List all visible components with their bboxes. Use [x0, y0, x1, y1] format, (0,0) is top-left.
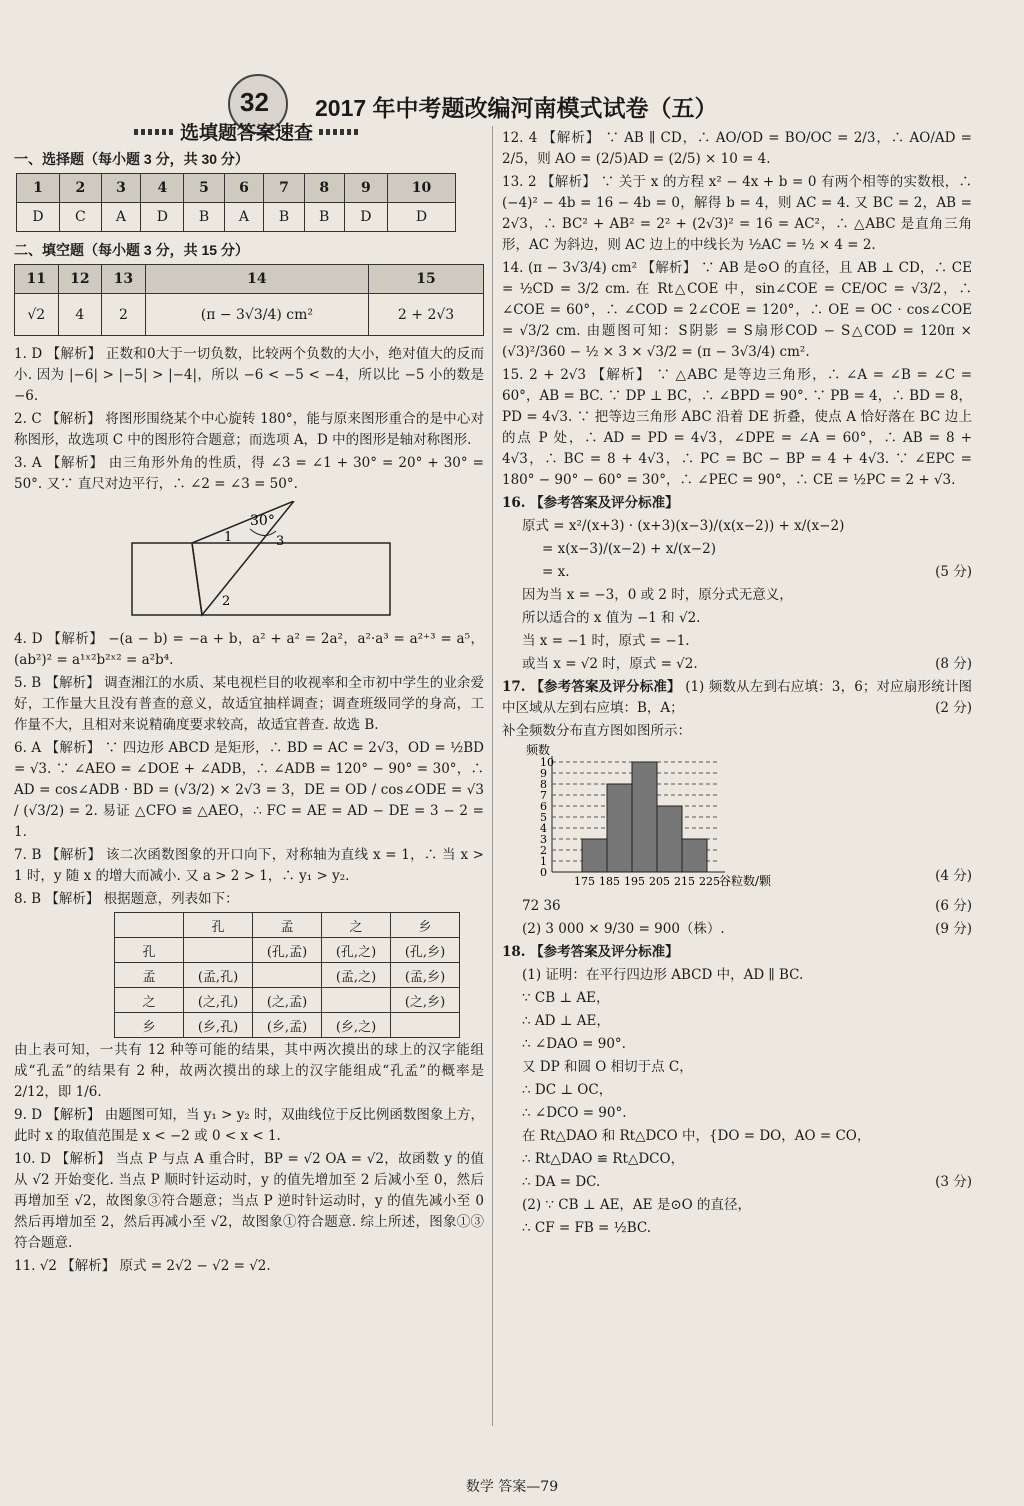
- fill-answer-table: [14, 264, 484, 336]
- item18-score: (3 分): [935, 1174, 972, 1190]
- item8-cell: (之,孟): [253, 988, 322, 1013]
- item16-line-7: [522, 654, 972, 675]
- item8-header-cell: 之: [322, 913, 391, 938]
- angle-3-label: 3: [276, 534, 285, 549]
- x-axis-label: 谷粒数/颗: [719, 874, 772, 888]
- histogram-bar-175-185: [582, 839, 607, 872]
- y-tick-label: 3: [540, 833, 547, 846]
- left-item-b-3: 10. D 【解析】 当点 P 与点 A 重合时，BP = √2 OA = √2，故函数 y 的值从 √2 开始变化. 当点 P 顺时针运动时，y 的值先增加至 2 后减小至 0，然后再增加至 √2，故图象③符合题意；当点 P 逆时针运动时，y 的值先减小至 0 然后再增加至 2，然后再减小至 √2，故图象①符合题意. 综上所述，图象①③符合题意.: [14, 1151, 484, 1251]
- fill-answer-5: 2 + 2√3: [369, 294, 484, 336]
- histogram-container: [502, 744, 972, 894]
- item8-cell: (孔,之): [322, 938, 391, 963]
- item18-line-text: 又 DP 和圆 O 相切于点 C，: [522, 1059, 693, 1075]
- item17-score-d: (9 分): [935, 921, 972, 937]
- histogram-bar-195-205: [632, 762, 657, 872]
- item17-score-a: (2 分): [935, 700, 972, 716]
- fill-number-3: 13: [102, 265, 146, 294]
- item18-line-11: [522, 1195, 972, 1216]
- item16-line-6: [522, 631, 972, 652]
- item8-cell: (孟,之): [322, 963, 391, 988]
- quick-answer-banner: 选填题答案速查: [134, 118, 484, 145]
- item18-title: 18. 【参考答案及评分标准】: [502, 944, 679, 960]
- item8-header-cell: [115, 913, 184, 938]
- left-column: [14, 118, 484, 1279]
- choice-answer-7: B: [264, 203, 304, 232]
- choice-answer-1: D: [17, 203, 60, 232]
- item8-cell: 之: [115, 988, 184, 1013]
- item16-title: 16. 【参考答案及评分标准】: [502, 495, 679, 511]
- choice-number-8: 8: [304, 174, 344, 203]
- fill-section-title: 二、填空题（每小题 3 分，共 15 分）: [14, 242, 249, 258]
- item8-table-row: [115, 963, 460, 988]
- item16-line-3: [542, 562, 972, 583]
- item16-line-text: 当 x = −1 时，原式 = −1.: [522, 633, 690, 649]
- item18-line-text: (2) ∵ CB ⊥ AE，AE 是⊙O 的直径，: [522, 1197, 751, 1213]
- item8-cell: [253, 963, 322, 988]
- item8-cell: (之,乡): [391, 988, 460, 1013]
- right-item-2: 13. 2 【解析】 ∵ 关于 x 的方程 x² − 4x + b = 0 有两个相等的实数根，∴ (−4)² − 4b = 16 − 4b = 0，解得 b = 4，则 AC = 4. 又 BC = 2，AB = 2√3，∴ BC² + AB² = 2² + (2√3)² = 16 = AC²，∴ △ABC 是直角三角形，AC 为斜边，则 AC 边上的中线长为 ½AC = ½ × 4 = 2.: [502, 174, 972, 253]
- left-item-b-4: 11. √2 【解析】 原式 = 2√2 − √2 = √2.: [14, 1258, 271, 1274]
- item18-line-4: [522, 1034, 972, 1055]
- choice-answer-6: A: [224, 203, 264, 232]
- paper-title: 2017 年中考题改编河南模式试卷（五）: [315, 95, 718, 121]
- y-tick-label: 6: [540, 800, 547, 813]
- item8-table-row: [115, 988, 460, 1013]
- item8-cell: [322, 988, 391, 1013]
- item17-line-3: 72 36: [522, 898, 561, 914]
- angle-2-label: 2: [222, 594, 231, 609]
- choice-answer-9: D: [344, 203, 387, 232]
- choice-answer-table: [16, 173, 456, 232]
- y-tick-label: 8: [540, 778, 547, 791]
- item8-header-cell: 孟: [253, 913, 322, 938]
- item18-line-6: [522, 1080, 972, 1101]
- x-tick-label: 185: [599, 875, 620, 888]
- item17-title: 17. 【参考答案及评分标准】: [502, 679, 681, 695]
- item18-line-12: [522, 1218, 972, 1239]
- item16-line-text: 原式 = x²/(x+3) · (x+3)(x−3)/(x(x−2)) + x/(x−2): [522, 518, 845, 534]
- item8-cell: (乡,之): [322, 1013, 391, 1038]
- item17-line-4: (2) 3 000 × 9/30 = 900（株）.: [522, 921, 725, 937]
- fill-number-5: 15: [369, 265, 484, 294]
- y-tick-label: 0: [540, 866, 547, 879]
- left-item-7: 7. B 【解析】 该二次函数图象的开口向下，对称轴为直线 x = 1，∴ 当 x > 1 时，y 随 x 的增大而减小. 又 a > 2 > 1，∴ y₁ > y₂.: [14, 847, 484, 884]
- frequency-histogram: [502, 744, 802, 894]
- item18-line-2: [522, 988, 972, 1009]
- item16-line-1: [522, 516, 972, 537]
- choice-number-7: 7: [264, 174, 304, 203]
- y-axis-label: 频数: [526, 744, 551, 757]
- item18-line-text: ∴ ∠DCO = 90°.: [522, 1105, 627, 1121]
- right-item-4: 15. 2 + 2√3 【解析】 ∵ △ABC 是等边三角形，∴ ∠A = ∠B = ∠C = 60°，AB = BC. ∵ DP ⊥ BC，∴ ∠BPD = 90°. ∵ PB = 4，∴ BD = 8，PD = 4√3. ∵ 把等边三角形 ABC 沿着 DE 折叠，使点 A 恰好落在 BC 边上的点 P 处，∴ AD = PD = 4√3，∠DPE = ∠A = 60°，∴ AB = 8 + 4√3，∴ BC = 8 + 4√3，∴ PC = BC − BP = 4 + 4√3. ∵ ∠EPC = 180° − 90° − 60° = 30°，∴ ∠PEC = 90°，∴ CE = ½PC = 2 + √3.: [502, 367, 972, 488]
- item16-line-text: = x.: [542, 564, 570, 580]
- choice-answer-2: C: [60, 203, 102, 232]
- item8-cell: (孔,乡): [391, 938, 460, 963]
- choice-number-6: 6: [224, 174, 264, 203]
- x-tick-label: 195: [624, 875, 645, 888]
- item16-line-5: [522, 608, 972, 629]
- item8-cell: (孔,孟): [253, 938, 322, 963]
- item8-header-cell: 乡: [391, 913, 460, 938]
- y-tick-label: 9: [540, 767, 547, 780]
- left-item-b-1: 由上表可知，一共有 12 种等可能的结果，其中两次摸出的球上的汉字能组成“孔孟”的结果有 2 种，故两次摸出的球上的汉字能组成“孔孟”的概率是 2/12，即 1/6.: [14, 1042, 484, 1100]
- y-tick-label: 2: [540, 844, 547, 857]
- histogram-bar-205-215: [657, 806, 682, 872]
- item16-line-text: = x(x−3)/(x−2) + x/(x−2): [542, 541, 716, 557]
- item16-line-text: 或当 x = √2 时，原式 = √2.: [522, 656, 698, 672]
- item18-line-10: [522, 1172, 972, 1193]
- item16-line-2: [542, 539, 972, 560]
- choice-answer-4: D: [141, 203, 184, 232]
- item18-line-text: ∴ DC ⊥ OC，: [522, 1082, 613, 1098]
- item18-line-text: ∴ Rt△DAO ≌ Rt△DCO，: [522, 1151, 685, 1167]
- column-divider: [492, 126, 493, 1426]
- item18: [502, 942, 972, 1239]
- item18-line-text: ∴ CF = FB = ½BC.: [522, 1220, 652, 1236]
- choice-answer-5: B: [184, 203, 224, 232]
- item8-cell: (乡,孔): [184, 1013, 253, 1038]
- item16-line-text: 因为当 x = −3，0 或 2 时，原分式无意义，: [522, 587, 793, 603]
- left-item-4: 4. D 【解析】 −(a − b) = −a + b，a² + a² = 2a²，a²·a³ = a²⁺³ = a⁵，(ab²)² = a¹ˣ²b²ˣ² = a²b⁴.: [14, 631, 484, 668]
- item16-score-a: (5 分): [935, 564, 972, 580]
- fill-answer-4: (π − 3√3/4) cm²: [145, 294, 368, 336]
- page-number: 32: [240, 87, 269, 117]
- item8-table-header: [115, 913, 460, 938]
- item8-header-cell: 孔: [184, 913, 253, 938]
- left-item-1: 1. D 【解析】 正数和0大于一切负数，比较两个负数的大小，绝对值大的反而小. 因为 |−6| > |−5| > |−4|，所以 −6 < −5 < −4，所以比 −5 小的数是 −6.: [14, 346, 484, 404]
- choice-section-title: 一、选择题（每小题 3 分，共 30 分）: [14, 151, 249, 167]
- x-tick-label: 175: [574, 875, 595, 888]
- item8-cell: (乡,孟): [253, 1013, 322, 1038]
- item8-table-row: [115, 1013, 460, 1038]
- item18-line-text: ∴ ∠DAO = 90°.: [522, 1036, 626, 1052]
- choice-number-1: 1: [17, 174, 60, 203]
- item17: [502, 677, 972, 940]
- item8-cell: (孟,乡): [391, 963, 460, 988]
- x-tick-label: 205: [649, 875, 670, 888]
- item17-score-c: (6 分): [935, 898, 972, 914]
- item18-line-text: ∵ CB ⊥ AE，: [522, 990, 610, 1006]
- item16-line-4: [522, 585, 972, 606]
- histogram-bar-215-225: [682, 839, 707, 872]
- choice-answer-10: D: [387, 203, 455, 232]
- item8-table-row: [115, 938, 460, 963]
- x-tick-label: 215: [674, 875, 695, 888]
- y-tick-label: 10: [540, 756, 554, 769]
- fill-answer-2: 4: [58, 294, 102, 336]
- histogram-bar-185-195: [607, 784, 632, 872]
- y-tick-label: 7: [540, 789, 547, 802]
- item18-line-1: [522, 965, 972, 986]
- item18-line-text: 在 Rt△DAO 和 Rt△DCO 中，{DO = DO，AO = CO，: [522, 1128, 871, 1144]
- left-item-b-2: 9. D 【解析】 由题图可知，当 y₁ > y₂ 时，双曲线位于反比例函数图象上方，此时 x 的取值范围是 x < −2 或 0 < x < 1.: [14, 1107, 484, 1144]
- item18-line-text: (1) 证明：在平行四边形 ABCD 中，AD ∥ BC.: [522, 967, 804, 983]
- item16-score-b: (8 分): [935, 656, 972, 672]
- item18-line-5: [522, 1057, 972, 1078]
- choice-number-2: 2: [60, 174, 102, 203]
- left-item-2: 2. C 【解析】 将图形围绕某个中心旋转 180°，能与原来图形重合的是中心对称图形，故选项 C 中的图形符合题意；而选项 A，D 中的图形是轴对称图形.: [14, 411, 484, 448]
- item17-line-1: (1) 频数从左到右应填：3，6；对应扇形统计图中区域从左到右应填：B，A；: [502, 679, 973, 716]
- y-tick-label: 1: [540, 855, 547, 868]
- item3-figure: [14, 501, 484, 623]
- item8-cell: 乡: [115, 1013, 184, 1038]
- choice-number-4: 4: [141, 174, 184, 203]
- right-item-3: 14. (π − 3√3/4) cm² 【解析】 ∵ AB 是⊙O 的直径，且 AB ⊥ CD，∴ CE = ½CD = 3/2 cm. 在 Rt△COE 中，sin∠COE = CE/OC = √3/2，∴ ∠COE = 60°，∴ ∠COD = 2∠COE = 120°，∴ OE = OC · cos∠COE = √3/2 cm. 由题图可知：S阴影 = S扇形COD − S△COD = 120π × (√3)²/360 − ½ × 3 × √3/2 = (π − 3√3/4) cm².: [502, 260, 972, 360]
- choice-number-9: 9: [344, 174, 387, 203]
- angle-1-label: 1: [224, 530, 233, 545]
- item18-line-8: [522, 1126, 972, 1147]
- item17-line-2: 补全频数分布直方图如图所示：: [502, 723, 691, 739]
- item8-cell: [184, 938, 253, 963]
- item8-cell: 孔: [115, 938, 184, 963]
- fill-number-4: 14: [145, 265, 368, 294]
- item8-table: [114, 912, 460, 1038]
- right-item-1: 12. 4 【解析】 ∵ AB ∥ CD，∴ AO/OD = BO/OC = 2/3，∴ AO/AD = 2/5，则 AO = (2/5)AD = (2/5) × 10 = 4.: [502, 130, 972, 167]
- item8-cell: (孟,孔): [184, 963, 253, 988]
- angle-30-label: 30°: [250, 513, 275, 529]
- item8-cell: (之,孔): [184, 988, 253, 1013]
- y-tick-label: 4: [540, 822, 547, 835]
- left-item-5: 5. B 【解析】 调查湘江的水质、某电视栏目的收视率和全市初中学生的业余爱好，工作量大且没有普查的意义，故适宜抽样调查；调查班级同学的身高，工作量不大，且相对来说精确度要求较高，故适宜普查. 故选 B.: [14, 675, 484, 733]
- right-column: [502, 126, 972, 1241]
- item17-score-b: (4 分): [935, 868, 972, 884]
- choice-number-5: 5: [184, 174, 224, 203]
- choice-number-10: 10: [387, 174, 455, 203]
- item18-line-9: [522, 1149, 972, 1170]
- choice-answer-8: B: [304, 203, 344, 232]
- item18-line-3: [522, 1011, 972, 1032]
- x-tick-label: 225: [699, 875, 720, 888]
- item16: [502, 493, 972, 675]
- fill-number-1: 11: [15, 265, 59, 294]
- y-tick-label: 5: [540, 811, 547, 824]
- left-item-3: 3. A 【解析】 由三角形外角的性质，得 ∠3 = ∠1 + 30° = 20° + 30° = 50°. 又∵ 直尺对边平行，∴ ∠2 = ∠3 = 50°.: [14, 455, 484, 492]
- item18-line-text: ∴ AD ⊥ AE，: [522, 1013, 610, 1029]
- item8-cell: [391, 1013, 460, 1038]
- ruler-triangle-figure: [14, 501, 484, 623]
- page-footer: 数学 答案—79: [465, 1479, 559, 1495]
- choice-answer-3: A: [101, 203, 141, 232]
- choice-number-3: 3: [101, 174, 141, 203]
- item8-cell: 孟: [115, 963, 184, 988]
- item18-line-text: ∴ DA = DC.: [522, 1174, 601, 1190]
- fill-number-2: 12: [58, 265, 102, 294]
- left-item-6: 6. A 【解析】 ∵ 四边形 ABCD 是矩形，∴ BD = AC = 2√3，OD = ½BD = √3. ∵ ∠AEO = ∠DOE + ∠ADB，∴ ∠ADB = 120° − 90° = 30°，∴ AD = cos∠ADB · BD = (√3/2) × 2√3 = 3，DE = OD / cos∠ODE = √3 / (√3/2) = 2. 易证 △CFO ≌ △AEO，∴ FC = AE = AD − DE = 3 − 2 = 1.: [14, 740, 484, 840]
- left-item-8: 8. B 【解析】 根据题意，列表如下：: [14, 891, 239, 907]
- fill-answer-3: 2: [102, 294, 146, 336]
- item16-line-text: 所以适合的 x 值为 −1 和 √2.: [522, 610, 701, 626]
- item18-line-7: [522, 1103, 972, 1124]
- fill-answer-1: √2: [15, 294, 59, 336]
